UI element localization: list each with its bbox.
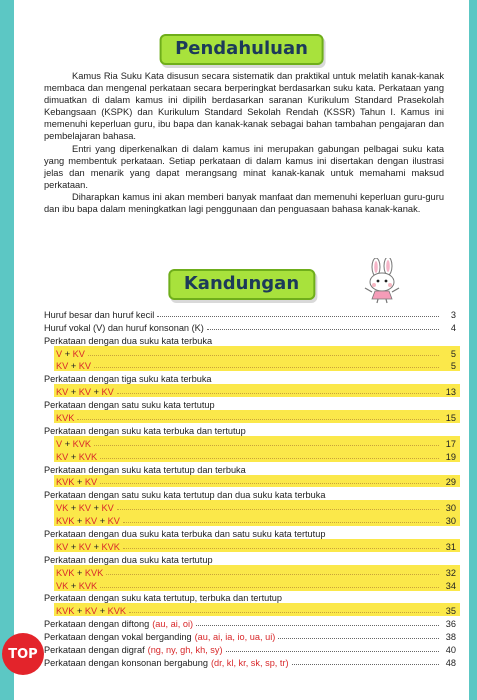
toc-leader-dots (226, 650, 439, 652)
toc-leader-dots (278, 637, 439, 639)
toc-entry-label: Perkataan dengan satu suku kata tertutup dan dua suku kata terbuka (44, 490, 326, 501)
toc-page-number: 17 (445, 438, 456, 449)
toc-heading: Kandungan (168, 269, 315, 300)
toc-entry-label: Perkataan dengan diftong (44, 619, 150, 630)
toc-entry-label: Perkataan dengan suku kata tertutup dan terbuka (44, 464, 246, 475)
toc-entry-label: V + KVK (56, 438, 92, 449)
toc-page-number: 34 (445, 580, 456, 591)
toc-entry (54, 410, 460, 423)
toc-entry-label: KV + KV + KVK (56, 541, 120, 552)
toc-leader-dots (100, 586, 439, 588)
toc-entry-examples: (ng, ny, gh, kh, sy) (147, 645, 223, 656)
toc-leader-dots (100, 482, 439, 484)
toc-entry (44, 616, 456, 629)
toc-leader-dots (207, 328, 439, 330)
table-of-contents (44, 307, 456, 668)
toc-entry (54, 359, 460, 372)
toc-page-number: 5 (450, 361, 456, 372)
toc-entry-label: Perkataan dengan dua suku kata terbuka (44, 335, 213, 346)
toc-page-number: 3 (450, 309, 456, 320)
toc-entry-label: KV + KV + KV (56, 387, 114, 398)
toc-entry-label: V + KV (56, 348, 85, 359)
toc-page-number: 35 (445, 606, 456, 617)
toc-entry-label: VK + KVK (56, 580, 98, 591)
toc-leader-dots (106, 573, 439, 575)
toc-entry (44, 642, 456, 655)
toc-entry-label: Perkataan dengan suku kata tertutup, terbuka dan tertutup (44, 593, 283, 604)
toc-leader-dots (157, 315, 439, 317)
toc-section-heading (44, 552, 456, 565)
toc-leader-dots (196, 624, 439, 626)
toc-leader-dots (123, 521, 439, 523)
toc-entry (54, 513, 460, 526)
toc-entry (44, 320, 456, 333)
toc-entry-label: Perkataan dengan vokal berganding (44, 632, 192, 643)
toc-entry-label: Huruf vokal (V) dan huruf konsonan (K) (44, 322, 204, 333)
toc-page-number: 36 (445, 619, 456, 630)
toc-page-number: 38 (445, 632, 456, 643)
toc-page-number: 40 (445, 645, 456, 656)
toc-entry-label: Perkataan dengan dua suku kata tertutup (44, 554, 213, 565)
toc-leader-dots (292, 663, 439, 665)
toc-entry-label: Perkataan dengan tiga suku kata terbuka (44, 374, 212, 385)
toc-entry (54, 475, 460, 488)
toc-entry-label: Huruf besar dan huruf kecil (44, 309, 155, 320)
toc-entry (54, 603, 460, 616)
toc-leader-dots (94, 444, 439, 446)
toc-leader-dots (129, 611, 439, 613)
toc-entry (54, 346, 460, 359)
toc-entry-label: KVK + KV (56, 477, 98, 488)
toc-section-heading (44, 526, 456, 539)
toc-entry-label: KVK (56, 413, 75, 424)
toc-section-heading (44, 397, 456, 410)
toc-entry (54, 384, 460, 397)
toc-entry (54, 539, 460, 552)
toc-entry-label: KVK + KVK (56, 567, 104, 578)
intro-paragraph: Kamus Ria Suku Kata disusun secara sistematik dan praktikal untuk melatih kanak-kanak membaca dan mengenal perkataan secara berperingkat berdasarkan suku kata. Perkataan yang dimuatkan di dalam kamus ini dipilih berdasarkan saranan Kurikulum Standard Prasekolah Kebangsaan (KSPK) dan Kurikulum Standard Sekolah Rendah (KSSR) Tahun I. Kamus ini memenuhi keperluan guru, ibu bapa dan kanak-kanak sebagai bahan tambahan pengajaran dan pembelajaran bahasa. (44, 71, 444, 142)
toc-entry (54, 578, 460, 591)
toc-page-number: 48 (445, 657, 456, 668)
toc-section-heading (44, 591, 456, 604)
toc-leader-dots (77, 418, 439, 420)
toc-entry-label: KV + KVK (56, 451, 98, 462)
toc-page-number: 29 (445, 477, 456, 488)
toc-entry (44, 655, 456, 668)
toc-leader-dots (117, 508, 439, 510)
toc-page-number: 32 (445, 567, 456, 578)
toc-leader-dots (117, 392, 439, 394)
toc-leader-dots (123, 547, 439, 549)
toc-section-heading (44, 333, 456, 346)
toc-page-number: 13 (445, 387, 456, 398)
logo: TOP (2, 633, 44, 675)
toc-entry-examples: (au, ai, oi) (152, 619, 194, 630)
toc-leader-dots (88, 354, 439, 356)
toc-page-number: 19 (445, 451, 456, 462)
toc-entry-label: Perkataan dengan konsonan bergabung (44, 657, 208, 668)
toc-section-heading (44, 371, 456, 384)
toc-entry (54, 565, 460, 578)
toc-page-number: 4 (450, 322, 456, 333)
toc-page-number: 31 (445, 541, 456, 552)
toc-entry-label: Perkataan dengan digraf (44, 645, 145, 656)
toc-page-number: 30 (445, 503, 456, 514)
intro-paragraph: Diharapkan kamus ini akan memberi banyak manfaat dan memenuhi keperluan guru-guru dan ibu bapa dalam meningkatkan lagi penggunaan dan penguasaan bahasa kanak-kanak. (44, 191, 444, 215)
toc-entry-label: Perkataan dengan suku kata terbuka dan tertutup (44, 425, 246, 436)
toc-section-heading (44, 487, 456, 500)
intro-heading: Pendahuluan (159, 34, 324, 65)
intro-text (44, 70, 444, 215)
toc-leader-dots (100, 457, 439, 459)
toc-page-number: 15 (445, 413, 456, 424)
bunny-illustration (359, 258, 407, 304)
page (14, 0, 469, 700)
toc-entry-examples: (au, ai, ia, io, ua, ui) (194, 632, 276, 643)
toc-entry-label: Perkataan dengan dua suku kata terbuka dan satu suku kata tertutup (44, 529, 326, 540)
toc-entry-examples: (dr, kl, kr, sk, sp, tr) (210, 657, 289, 668)
toc-entry-label: VK + KV + KV (56, 503, 114, 514)
toc-entry-label: Perkataan dengan satu suku kata tertutup (44, 400, 215, 411)
toc-entry-label: KV + KV (56, 361, 92, 372)
toc-entry-label: KVK + KV + KV (56, 516, 120, 527)
toc-leader-dots (94, 366, 439, 368)
toc-page-number: 5 (450, 348, 456, 359)
toc-entry (44, 629, 456, 642)
toc-section-heading (44, 423, 456, 436)
intro-paragraph: Entri yang diperkenalkan di dalam kamus ini merupakan gabungan pelbagai suku kata yang membentuk perkataan. Setiap perkataan di dalam kamus ini disertakan dengan ilustrasi jelas dan menarik yang dapat merangsang minat kanak-kanak untuk memahami maksud perkataan. (44, 143, 444, 190)
toc-entry-label: KVK + KV + KVK (56, 606, 127, 617)
toc-page-number: 30 (445, 516, 456, 527)
toc-entry (54, 436, 460, 449)
toc-section-heading (44, 462, 456, 475)
toc-entry (54, 500, 460, 513)
toc-entry (44, 307, 456, 320)
toc-entry (54, 449, 460, 462)
